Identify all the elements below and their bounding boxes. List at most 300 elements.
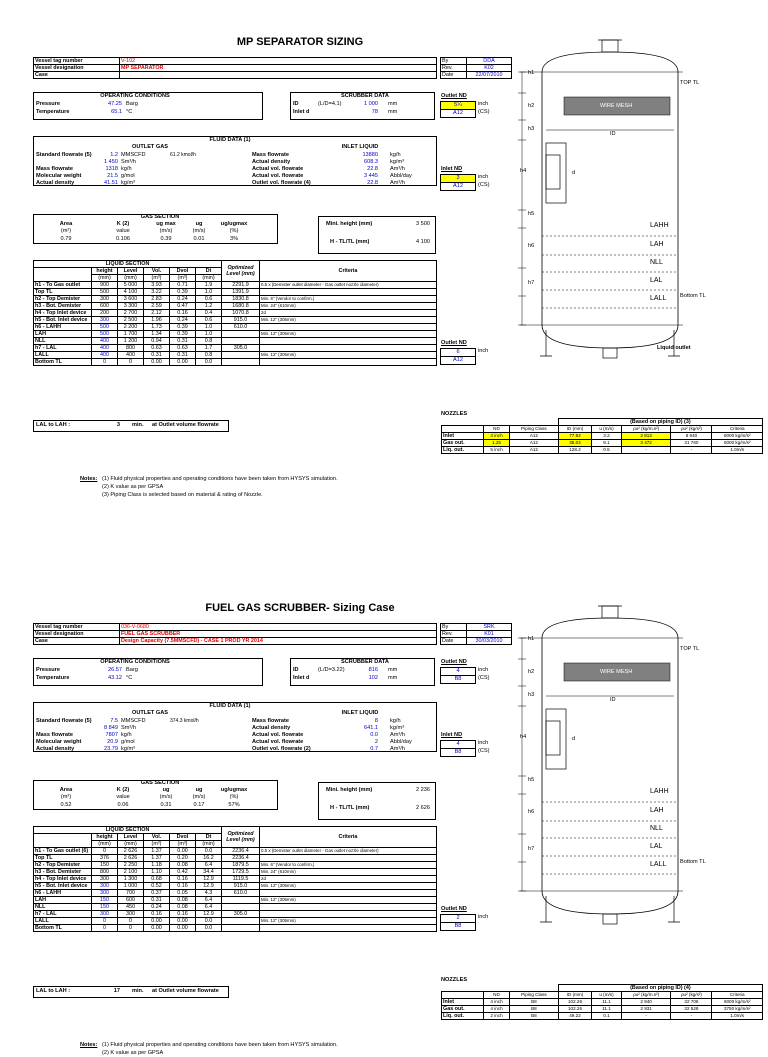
liq-row-name: h3 - Bot. Demister xyxy=(34,303,92,310)
gas-col-value: 0.79 xyxy=(60,236,72,242)
liq-row-vol: 0.24 xyxy=(144,904,170,911)
nozzle-cell: 2 931 xyxy=(621,1006,671,1013)
liq-row-dvol: 0.08 xyxy=(170,904,196,911)
gas-col-value: 57% xyxy=(228,802,240,808)
liq-row-dvol: 0.24 xyxy=(170,296,196,303)
nozzle-col-header xyxy=(442,992,484,999)
outlet-nd2-unit: inch xyxy=(478,914,489,920)
fluid-right-value: 3 445 xyxy=(364,173,378,179)
pressure-label: Pressure xyxy=(36,101,60,107)
liq-row-criteria: Min. 12" (305mm) xyxy=(260,317,437,324)
inlet-nd-cs: (CS) xyxy=(478,182,490,188)
lahh-label: LAHH xyxy=(650,222,669,229)
nozzle-cell: 102.26 xyxy=(558,1006,591,1013)
nozzle-cell: 1.25 xyxy=(483,440,509,447)
nozzle-cell: 5 inch xyxy=(483,447,509,454)
liq-row-vol: 0.31 xyxy=(144,352,170,359)
liq-row-dvol: 0.39 xyxy=(170,324,196,331)
temperature-label: Temperature xyxy=(36,109,70,115)
h6-label: h6 xyxy=(528,243,535,249)
gas-col-unit: (m/s) xyxy=(159,794,173,800)
fluid-right-label: Mass flowrate xyxy=(252,718,289,724)
liq-row-vol: 1.73 xyxy=(144,324,170,331)
tag-label: Vessel tag number xyxy=(34,58,120,65)
liq-row-name: NLL xyxy=(34,338,92,345)
nozzle-sub-header: (Based on piping ID) (3) xyxy=(558,419,762,426)
nozzle-cell: A12 xyxy=(510,447,559,454)
nozzle-cell: 6000 kg/m/s² xyxy=(712,433,763,440)
liq-col-header: Dvol xyxy=(170,834,196,841)
outlet-nd-cs: (CS) xyxy=(478,675,490,681)
fluid-right-label: Actual vol. flowrate xyxy=(252,173,304,179)
liq-row-name: h6 - LAHH xyxy=(34,890,92,897)
nozzle-col-header: ID (mm) xyxy=(558,426,591,433)
fluid-right-unit: Abbl/day xyxy=(390,739,412,745)
outlet-gas-header: OUTLET GAS xyxy=(131,144,169,150)
liq-row-vol: 0.37 xyxy=(144,890,170,897)
fluid-left-label: Mass flowrate xyxy=(36,166,73,172)
nozzle-cell: 0.1 xyxy=(592,1013,622,1020)
liq-row-height: 400 xyxy=(92,352,118,359)
notes xyxy=(80,1041,338,1056)
liq-row-dt: 1.2 xyxy=(196,303,222,310)
liquid-section-header: LIQUID SECTION xyxy=(34,261,222,268)
liq-row-dvol: 0.16 xyxy=(170,876,196,883)
liq-row-level: 600 xyxy=(118,897,144,904)
nozzle-col-header: ND xyxy=(483,426,509,433)
lal-label: LAL xyxy=(650,277,663,284)
id-formula: (L/D=3.22) xyxy=(318,667,345,673)
lal-lah-label: LAL to LAH : xyxy=(36,988,71,994)
outlet-nd2-value: 6 xyxy=(440,348,476,357)
liq-row-dvol: 0.39 xyxy=(170,289,196,296)
liq-row-dvol: 0.08 xyxy=(170,897,196,904)
liq-col-unit: (m³) xyxy=(144,841,170,848)
nozzle-cell: 4 inch xyxy=(483,1006,509,1013)
nozzle-cell: 35.04 xyxy=(558,440,591,447)
fluid-left-label: Standard flowrate (5) xyxy=(36,718,92,724)
liq-row-dvol: 0.63 xyxy=(170,345,196,352)
liq-row-dvol: 0.05 xyxy=(170,890,196,897)
gas-col-unit: (m/s) xyxy=(192,228,206,234)
liq-row-dvol: 0.71 xyxy=(170,282,196,289)
temperature-unit: °C xyxy=(126,675,133,681)
liq-row-height: 0 xyxy=(92,359,118,366)
outlet-gas-header: OUTLET GAS xyxy=(131,710,169,716)
h1-label: h1 xyxy=(528,70,535,76)
liq-row-name: h7 - LAL xyxy=(34,345,92,352)
liq-row-dt: 6.4 xyxy=(196,897,222,904)
liq-row-dvol: 0.47 xyxy=(170,303,196,310)
nozzle-cell: - xyxy=(671,447,712,454)
by-label: By xyxy=(441,58,467,65)
fluid-right-label: Actual density xyxy=(252,159,291,165)
liq-row-dt: 0.8 xyxy=(196,338,222,345)
vessel-shell xyxy=(542,618,678,914)
liq-row-dt: 12.9 xyxy=(196,876,222,883)
fluid-right-value: 13880 xyxy=(362,152,378,158)
inlet-nd-label: Inlet ND xyxy=(441,732,463,738)
liq-row-criteria: 0.5 x (Demister outlet diameter - Gas outlet nozzle diameter) xyxy=(260,848,437,855)
d-label: d xyxy=(572,736,576,742)
liq-row-height: 500 xyxy=(92,331,118,338)
nozzle-col-header: u (m/s) xyxy=(592,992,622,999)
h2-label: h2 xyxy=(528,103,535,109)
fluid-right-label: Actual vol. flowrate xyxy=(252,739,304,745)
liq-row-level: 2 100 xyxy=(118,869,144,876)
fluid-left-unit: kg/h xyxy=(121,166,132,172)
liq-row-dt: 0.0 xyxy=(196,848,222,855)
liq-row-height: 150 xyxy=(92,897,118,904)
nozzle-col-header: ρu² (kg/s²) xyxy=(671,992,712,999)
outlet-nd-unit: inch xyxy=(478,667,489,673)
fluid-right-unit: kg/m³ xyxy=(390,159,404,165)
fluid-left-unit: g/mol xyxy=(121,173,135,179)
nozzle-col-header: ID (mm) xyxy=(558,992,591,999)
liq-row-criteria: Min. 12" (305mm) xyxy=(260,897,437,904)
fluid-left-unit: MMSCFD xyxy=(121,152,146,158)
liq-row-opt: 1680.8 xyxy=(222,303,260,310)
liq-row-criteria: 0.5 x (Demister outlet diameter - Gas outlet nozzle diameter) xyxy=(260,282,437,289)
gas-col-value: 0.52 xyxy=(60,802,72,808)
note-item: (3) Piping Class is selected based on material & rating of Nozzle. xyxy=(102,492,263,498)
liq-row-dvol: 0.16 xyxy=(170,883,196,890)
nozzle-col-header: Piping Class xyxy=(510,426,559,433)
rev-label: Rev. xyxy=(441,631,467,638)
nozzle-cell: 0.5 xyxy=(592,447,622,454)
liq-row-level: 3 300 xyxy=(118,303,144,310)
lal-lah-value: 17 xyxy=(113,988,120,994)
liq-row-vol: 0.00 xyxy=(144,359,170,366)
liq-row-criteria: Min. 12" (305mm) xyxy=(260,918,437,925)
outlet-nd2-class: A12 xyxy=(440,356,476,365)
fluid-left-unit: kg/h xyxy=(121,732,132,738)
liquid-section-header: LIQUID SECTION xyxy=(34,827,222,834)
liq-row-dt: 6.4 xyxy=(196,862,222,869)
nll-label: NLL xyxy=(650,259,663,266)
liq-row-level: 5 000 xyxy=(118,282,144,289)
fluid-right-label: Outlet vol. flowrate (4) xyxy=(252,180,311,186)
liq-col-header: Dvol xyxy=(170,268,196,275)
inlet-liquid-header: INLET LIQUID xyxy=(341,144,379,150)
inlet-nd-value: 4 xyxy=(440,740,476,749)
liq-row-name: Top TL xyxy=(34,289,92,296)
liq-row-level: 300 xyxy=(118,911,144,918)
fluid-left-value: 1 450 xyxy=(104,159,118,165)
lal-lah-unit: min. xyxy=(132,422,144,428)
liq-row-vol: 1.37 xyxy=(144,855,170,862)
liq-row-vol: 2.83 xyxy=(144,296,170,303)
outlet-nd2-label: Outlet ND xyxy=(441,340,467,346)
liq-row-opt: 1391.9 xyxy=(222,289,260,296)
fluid-left-unit: g/mol xyxy=(121,739,135,745)
liq-row-dt: 12.9 xyxy=(196,883,222,890)
nozzles-header: NOZZLES xyxy=(441,977,468,983)
liq-row-dvol: 0.00 xyxy=(170,359,196,366)
outlet-nd-unit: inch xyxy=(478,101,489,107)
liq-row-criteria: 2d xyxy=(260,876,437,883)
liq-row-vol: 0.94 xyxy=(144,338,170,345)
liq-row-level: 700 xyxy=(118,890,144,897)
gas-section-header: GAS SECTION xyxy=(140,214,180,220)
pressure-value: 26.57 xyxy=(108,667,122,673)
liq-col-header: height xyxy=(92,834,118,841)
id-value: 1 000 xyxy=(364,101,378,107)
fluid-left-unit: Sm³/h xyxy=(121,725,136,731)
nll-label: NLL xyxy=(650,825,663,832)
fluid-left-unit: kg/m³ xyxy=(121,746,135,752)
outlet-nd-value: 4 xyxy=(440,667,476,676)
nozzle-cell: - xyxy=(671,1013,712,1020)
gas-col-value: 0.01 xyxy=(193,236,205,242)
liq-row-criteria: Min. 12" (305mm) xyxy=(260,883,437,890)
liq-row-height: 0 xyxy=(92,918,118,925)
h4-label: h4 xyxy=(520,734,527,740)
pressure-unit: Barg xyxy=(126,101,138,107)
liq-row-dt: 6.4 xyxy=(196,904,222,911)
liq-col-unit: (mm) xyxy=(92,841,118,848)
liq-row-dt: 12.9 xyxy=(196,911,222,918)
liq-row-dvol: 0.00 xyxy=(170,848,196,855)
liq-row-height: 150 xyxy=(92,904,118,911)
liq-row-level: 1 300 xyxy=(118,876,144,883)
fluid-right-value: 2 xyxy=(374,739,378,745)
liq-row-vol: 0.16 xyxy=(144,911,170,918)
nozzle-col-header: Criteria xyxy=(712,992,763,999)
gas-col-value: 0.39 xyxy=(160,236,172,242)
fluid-left-unit: MMSCFD xyxy=(121,718,146,724)
inlet-nd-class: B8 xyxy=(440,748,476,757)
fluid-right-unit: Am³/h xyxy=(390,180,405,186)
id-unit: mm xyxy=(388,667,398,673)
fluid-right-label: Mass flowrate xyxy=(252,152,289,158)
top-tl-label: TOP TL xyxy=(680,80,700,86)
liq-row-vol: 0.00 xyxy=(144,925,170,932)
id-label: ID xyxy=(293,667,299,673)
liq-row-opt: 305.0 xyxy=(222,345,260,352)
fluid-left-value: 20.9 xyxy=(107,739,118,745)
lal-lah-label: LAL to LAH : xyxy=(36,422,71,428)
nozzle-cell: 2 inch xyxy=(483,1013,509,1020)
nozzle-col-header: u (m/s) xyxy=(592,426,622,433)
note-item: (2) K value as per GPSA xyxy=(102,1050,164,1056)
liq-row-level: 2 200 xyxy=(118,324,144,331)
nozzle-cell: B8 xyxy=(510,1013,559,1020)
gas-col-unit: (%) xyxy=(229,794,239,800)
fluid-left-value: 1.2 xyxy=(110,152,118,158)
nozzle-cell: 4 inch xyxy=(483,999,509,1006)
liq-row-opt: 610.0 xyxy=(222,324,260,331)
liq-row-vol: 2.12 xyxy=(144,310,170,317)
liq-row-dvol: 0.31 xyxy=(170,338,196,345)
lahh-label: LAHH xyxy=(650,788,669,795)
inlet-d-value: 78 xyxy=(371,109,378,115)
liq-row-name: Bottom TL xyxy=(34,359,92,366)
lal-lah-unit: min. xyxy=(132,988,144,994)
by-value: DDA xyxy=(467,58,512,65)
liq-row-dt: 0.6 xyxy=(196,317,222,324)
nozzles-header: NOZZLES xyxy=(441,411,468,417)
liq-row-criteria: Min. 12" (305mm) xyxy=(260,352,437,359)
liq-row-height: 376 xyxy=(92,855,118,862)
liq-row-name: h2 - Top Demister xyxy=(34,862,92,869)
temperature-value: 43.12 xyxy=(108,675,122,681)
gas-col-value: 0.17 xyxy=(193,802,205,808)
nozzle-cell: Gas out. xyxy=(442,1006,484,1013)
liq-row-dvol: 0.00 xyxy=(170,925,196,932)
liq-row-opt: 2291.9 xyxy=(222,282,260,289)
note-item: (2) K value as per GPSA xyxy=(102,484,164,490)
fluid-left-value: 21.5 xyxy=(107,173,118,179)
nozzle-cell: B8 xyxy=(510,999,559,1006)
nozzle-cell: B8 xyxy=(510,1006,559,1013)
gas-col-header: ug/ugmax xyxy=(220,221,248,227)
case-label: Case xyxy=(34,72,120,79)
liq-row-criteria: Min. 24" (610mm) xyxy=(260,303,437,310)
nozzle-cell: 32 706 xyxy=(671,999,712,1006)
liq-row-dvol: 0.39 xyxy=(170,331,196,338)
liq-row-vol: 1.34 xyxy=(144,331,170,338)
nozzle-cell: 77.92 xyxy=(558,433,591,440)
nozzle-cell: 32 528 xyxy=(671,1006,712,1013)
nozzle-row xyxy=(442,999,763,1006)
h4-label: h4 xyxy=(520,168,527,174)
fluid-left-extra: 61.2 kmol/h xyxy=(170,152,196,158)
htl-label: H - TL/TL (mm) xyxy=(330,239,370,245)
wire-mesh-label: WIRE MESH xyxy=(600,103,633,109)
liq-row-name: h3 - Bot. Demister xyxy=(34,869,92,876)
outlet-nd-value: 5¼ xyxy=(440,101,476,110)
inlet-d-label: Inlet d xyxy=(293,109,310,115)
gas-col-header: Area xyxy=(59,787,73,793)
liq-row-dt: 1.0 xyxy=(196,324,222,331)
by-value: SRK xyxy=(467,624,512,631)
liq-row-vol: 1.18 xyxy=(144,862,170,869)
pressure-label: Pressure xyxy=(36,667,60,673)
id-value: 816 xyxy=(368,667,378,673)
h7-label: h7 xyxy=(528,846,535,852)
fluid-right-label: Actual vol. flowrate xyxy=(252,166,304,172)
mini-height-value: 3 500 xyxy=(416,221,430,227)
liq-row-height: 300 xyxy=(92,317,118,324)
nozzle-cell: Inlet xyxy=(442,433,484,440)
liq-row-dvol: 0.31 xyxy=(170,352,196,359)
liq-col-header: height xyxy=(92,268,118,275)
sheet-title: FUEL GAS SCRUBBER- Sizing Case xyxy=(205,602,395,614)
liq-row-criteria: 2d xyxy=(260,310,437,317)
liq-row-level: 2 250 xyxy=(118,862,144,869)
fluid-right-value: 8 xyxy=(374,718,378,724)
mini-height-label: Mini. height (mm) xyxy=(326,787,373,793)
liq-row-name: h6 - LAHH xyxy=(34,324,92,331)
nozzle-row xyxy=(442,447,763,454)
h5-label: h5 xyxy=(528,211,535,217)
liq-row-opt: 305.0 xyxy=(222,911,260,918)
liq-row-criteria: Min. 6" (Vendor to confirm.) xyxy=(260,296,437,303)
liq-row-height: 400 xyxy=(92,338,118,345)
temperature-label: Temperature xyxy=(36,675,70,681)
liq-row-name: h1 - To Gas outlet (6) xyxy=(34,848,92,855)
gas-col-unit: (m/s) xyxy=(192,794,206,800)
tag-label: Vessel tag number xyxy=(34,624,120,631)
nozzle-cell: Liq. out. xyxy=(442,447,484,454)
liq-row-name: h5 - Bot. Inlet device xyxy=(34,317,92,324)
outlet-nd-label: Outlet ND xyxy=(441,93,467,99)
fluid-right-value: 0.7 xyxy=(370,746,378,752)
designation-label: Vessel designation xyxy=(34,65,120,72)
liq-row-dt: 16.2 xyxy=(196,855,222,862)
liq-col-header: Vol. xyxy=(144,834,170,841)
lall-label: LALL xyxy=(650,295,667,302)
gas-col-value: 0.31 xyxy=(160,802,172,808)
fluid-left-unit: kg/m³ xyxy=(121,180,135,186)
nozzle-cell: 3 472 xyxy=(621,440,671,447)
liq-col-unit: (min) xyxy=(196,841,222,848)
rev-value: K01 xyxy=(467,631,512,638)
designation-value: MP SEPARATOR xyxy=(120,65,437,72)
designation-label: Vessel designation xyxy=(34,631,120,638)
liq-col-header: Dt xyxy=(196,834,222,841)
outlet-nd2-unit: inch xyxy=(478,348,489,354)
fluid-left-value: 41.51 xyxy=(104,180,118,186)
gas-outlet-nozzle xyxy=(598,606,622,618)
liq-row-level: 0 xyxy=(118,359,144,366)
liq-row-dvol: 0.20 xyxy=(170,855,196,862)
liq-row-level: 2 700 xyxy=(118,310,144,317)
nozzle-cell: - xyxy=(621,447,671,454)
liq-row-level: 4 100 xyxy=(118,289,144,296)
liq-row-height: 0 xyxy=(92,848,118,855)
liq-row-dvol: 0.42 xyxy=(170,869,196,876)
liq-row-dvol: 0.00 xyxy=(170,918,196,925)
gas-col-value: 0.06 xyxy=(117,802,129,808)
liq-row-vol: 0.63 xyxy=(144,345,170,352)
htl-value: 4 100 xyxy=(416,239,430,245)
htl-value: 2 626 xyxy=(416,805,430,811)
liq-row-opt: 915.0 xyxy=(222,883,260,890)
nozzle-col-header xyxy=(442,426,484,433)
liq-row-height: 500 xyxy=(92,324,118,331)
note-item: (1) Fluid physical properties and operating conditions have been taken from HYSYS simulation. xyxy=(102,476,338,482)
liq-row-dvol: 0.16 xyxy=(170,911,196,918)
case-value: Design Capacity (7.5MMSCFD) - CASE 1 PROD YR 2014 xyxy=(120,638,437,645)
liq-row-vol: 1.37 xyxy=(144,848,170,855)
nozzle-cell: 1.0m/s xyxy=(712,447,763,454)
nozzle-sub-header: (Based on piping ID) (4) xyxy=(558,985,762,992)
nozzle-cell: 31 760 xyxy=(671,440,712,447)
liq-row-dt: 34.4 xyxy=(196,869,222,876)
nozzles-table xyxy=(441,418,763,454)
nozzle-cell: 1.0m/s xyxy=(712,1013,763,1020)
nozzle-cell: 3750 kg/m/s² xyxy=(712,1006,763,1013)
liq-col-header: Vol. xyxy=(144,268,170,275)
date-label: Date xyxy=(441,72,467,79)
inlet-nd-cs: (CS) xyxy=(478,748,490,754)
fluid-left-label: Mass flowrate xyxy=(36,732,73,738)
nozzle-cell: 2 813 xyxy=(621,433,671,440)
h1-label: h1 xyxy=(528,636,535,642)
outlet-nd-cs: (CS) xyxy=(478,109,490,115)
fluid-left-value: 7807 xyxy=(105,732,118,738)
fluid-data-header: FLUID DATA (1) xyxy=(209,703,251,709)
lal-label: LAL xyxy=(650,843,663,850)
gas-section-header: GAS SECTION xyxy=(140,780,180,786)
nozzle-cell: A12 xyxy=(510,440,559,447)
rev-value: K02 xyxy=(467,65,512,72)
fluid-right-unit: Am³/h xyxy=(390,746,405,752)
fluid-right-value: 0.0 xyxy=(370,732,378,738)
fluid-left-label: Actual density xyxy=(36,180,75,186)
